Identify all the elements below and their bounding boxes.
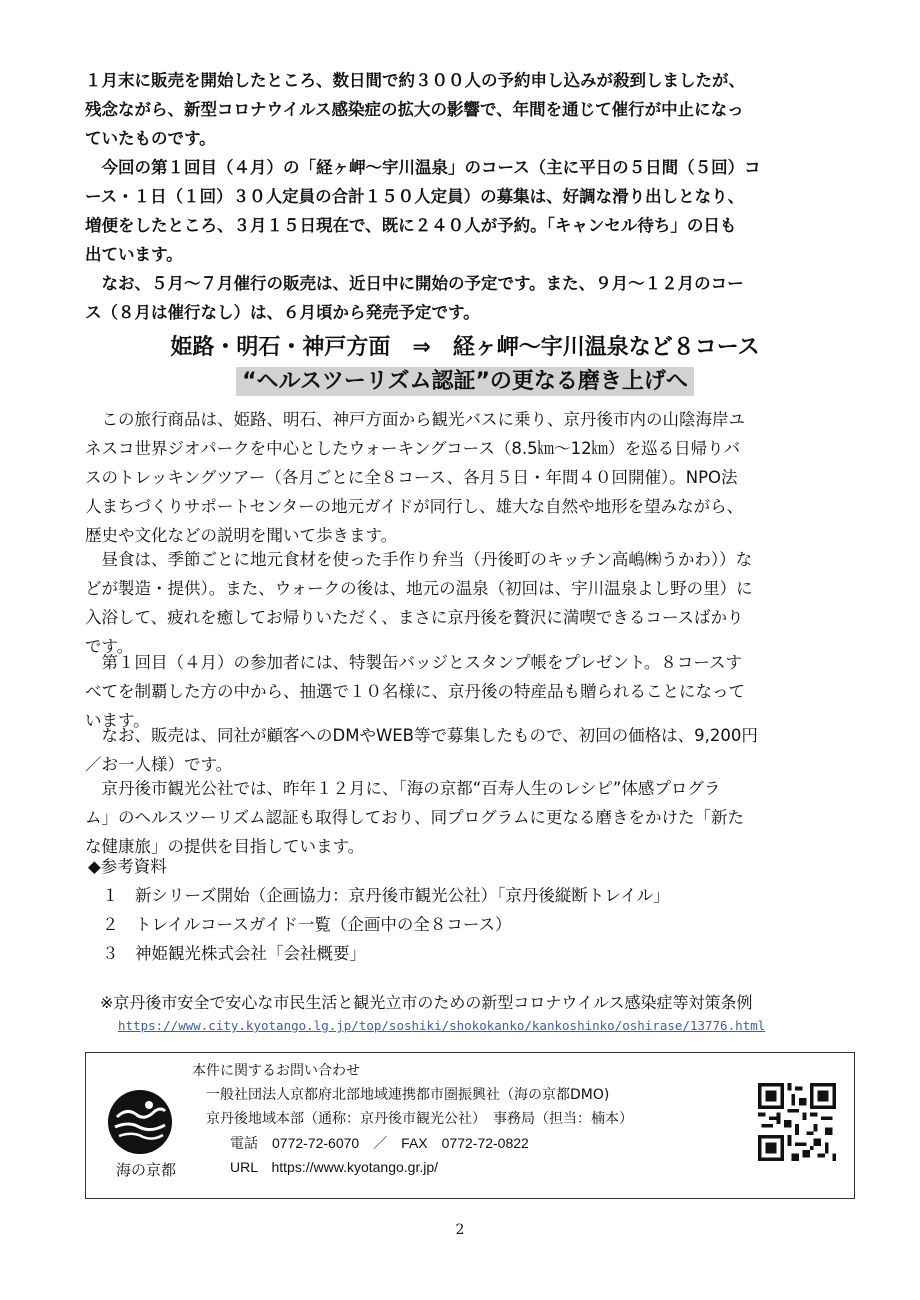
text-line: ネスコ世界ジオパークを中心としたウォーキングコース（8.5㎞～12㎞）を巡る日帰りバ	[85, 439, 741, 458]
text-line: ム」のヘルスツーリズム認証も取得しており、同プログラムに更なる磨きをかけた「新た	[85, 808, 745, 827]
text-line: 増便をしたところ、３月１５日現在で、既に２４０人が予約。「キャンセル待ち」の日も	[85, 216, 737, 235]
text-line: この旅行商品は、姫路、明石、神戸方面から観光バスに乗り、京丹後市内の山陰海岸ユ	[85, 410, 745, 429]
logo-name: 海の京都	[115, 1161, 176, 1179]
text-line: ース・１日（１回）３０人定員の合計１５０人定員）の募集は、好調な滑り出しとなり、	[85, 187, 745, 206]
reference-title: ◆参考資料	[88, 857, 167, 876]
body-paragraph-5	[85, 774, 845, 861]
text-line: 今回の第１回目（４月）の「経ヶ岬～宇川温泉」のコース（主に平日の５日間（５回）コ	[85, 158, 761, 177]
headline-highlight: “ヘルスツーリズム認証”の更なる磨き上げへ	[236, 367, 694, 396]
body-paragraph-1	[85, 405, 845, 550]
umi-no-kyoto-logo	[104, 1087, 176, 1187]
contact-phone: 電話 0772-72-6070 ／ FAX 0772-72-0822	[230, 1135, 529, 1151]
text-line: なお、５月～７月催行の販売は、近日中に開始の予定です。また、９月～１２月のコー	[85, 274, 744, 293]
contact-heading: 本件に関するお問い合わせ	[192, 1063, 360, 1079]
intro-paragraph-2	[85, 153, 845, 269]
intro-paragraph-1	[85, 66, 845, 153]
text-line: 京丹後市観光公社では、昨年１２月に、「海の京都“百寿人生のレシピ”体感プログラ	[85, 779, 721, 798]
contact-box	[85, 1052, 855, 1199]
text-line: １月末に販売を開始したところ、数日間で約３００人の予約申し込みが殺到しましたが、	[85, 71, 745, 90]
text-line: 出ています。	[85, 245, 183, 264]
logo-mark-icon	[105, 1087, 175, 1157]
body-paragraph-2	[85, 545, 845, 661]
text-line: います。	[85, 711, 150, 730]
reference-item: １ 新シリーズ開始（企画協力：京丹後市観光公社）「京丹後縦断トレイル」	[102, 886, 670, 905]
contact-branch: 京丹後地域本部（通称：京丹後市観光公社） 事務局（担当：楠本）	[206, 1111, 633, 1127]
text-line: 昼食は、季節ごとに地元食材を使った手作り弁当（丹後町のキッチン高嶋㈱うかわ））な	[85, 550, 753, 569]
reference-item: ３ 神姫観光株式会社「会社概要」	[102, 944, 366, 963]
text-line: 入浴して、疲れを癒してお帰りいただく、まさに京丹後を贅沢に満喫できるコースばかり	[85, 608, 744, 627]
body-paragraph-4	[85, 721, 845, 779]
text-line: どが製造・提供）。また、ウォークの後は、地元の温泉（初回は、宇川温泉よし野の里）に	[85, 579, 753, 598]
contact-details	[192, 1059, 633, 1179]
contact-organization: 一般社団法人京都府北部地域連携都市圏振興社（海の京都DMO)	[206, 1087, 610, 1103]
page-number: 2	[455, 1222, 465, 1238]
text-line: 残念ながら、新型コロナウイルス感染症の拡大の影響で、年間を通じて催行が中止になっ	[85, 100, 744, 119]
text-line: べてを制覇した方の中から、抽選で１０名様に、京丹後の特産品も贈られることになって	[85, 682, 745, 701]
headline-route: 姫路・明石・神戸方面 ⇒ 経ヶ岬～宇川温泉など８コース	[170, 335, 760, 360]
headline-certification	[85, 364, 845, 395]
ordinance-link[interactable]: https://www.city.kyotango.lg.jp/top/soshiki/shokokanko/kankoshinko/oshirase/13776.html	[118, 1018, 766, 1033]
text-line: なお、販売は、同社が顧客へのDMやWEB等で募集したもので、初回の価格は、9,200円	[85, 726, 758, 745]
text-line: 人まちづくりサポートセンターの地元ガイドが同行し、雄大な自然や地形を望みながら、	[85, 497, 744, 516]
contact-url[interactable]: URL https://www.kyotango.gr.jp/	[230, 1159, 439, 1175]
intro-paragraph-3	[85, 269, 845, 327]
text-line: です。	[85, 637, 134, 656]
text-line: 第１回目（４月）の参加者には、特製缶バッジとスタンプ帳をプレゼント。８コースす	[85, 653, 743, 672]
text-line: ス（８月は催行なし）は、６月頃から発売予定です。	[85, 303, 480, 322]
text-line: スのトレッキングツアー（各月ごとに全８コース、各月５日・年間４０回開催）。NPO法	[85, 468, 738, 487]
text-line: な健康旅」の提供を目指しています。	[85, 837, 365, 856]
qr-code-icon[interactable]	[758, 1083, 836, 1161]
reference-materials	[88, 852, 670, 968]
reference-item: ２ トレイルコースガイド一覧（企画中の全８コース）	[102, 915, 512, 934]
text-line: ／お一人様）です。	[85, 755, 233, 774]
text-line: 歴史や文化などの説明を聞いて歩きます。	[85, 526, 398, 545]
text-line: ていたものです。	[85, 129, 216, 148]
ordinance-note: ※京丹後市安全で安心な市民生活と観光立市のための新型コロナウイルス感染症等対策条例	[100, 993, 753, 1012]
